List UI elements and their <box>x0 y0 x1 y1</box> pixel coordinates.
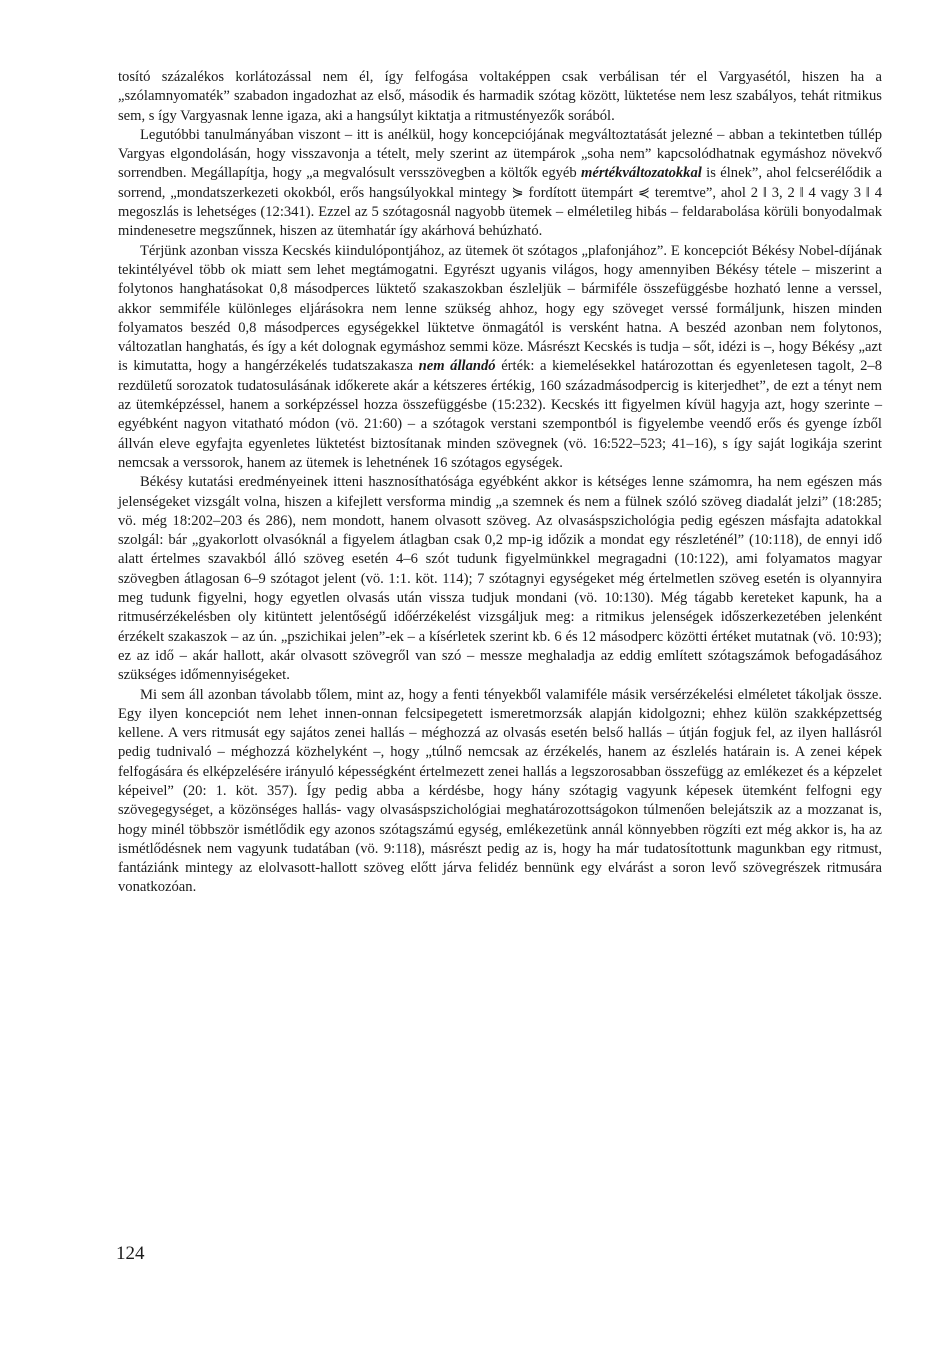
paragraph-2-text-a: Legutóbbi tanulmányában viszont – itt is anélkül, hogy koncepciójának megváltoztatását jelezné – abban a tekintetben túllép Vargyas elgondolásán, hogy visszavonja a tételt, mely szerint az ütempárok „soha nem” kapcsolódhatnak egymáshoz növekvő sorrendben. Megállapítja, hogy „a megvalósult versszövegben a költők egyéb <box>118 126 882 182</box>
paragraph-2 <box>118 126 882 242</box>
paragraph-3-italic: nem állandó <box>418 358 496 375</box>
paragraph-3-text-b: érték: a kiemelésekkel határozottan és egyenletesen tagolt, 2–8 rezdületű sorozatok tudatosulásának időkerete akár a kétszeres értékig, 160 századmásodpercig is kiterjedhet”, de ezt a tényt nem az ütemképzéssel, hanem a sorképzéssel hozza összefüggésbe (15:232). Kecskés itt figyelmen kívül hagyja azt, hogy szerinte – egyébként nagyon vitatható módon (vö. 21:60) – a szótagok verstani szempontból is figyelembe veendő erős és gyenge ízből állván eleve egyfajta egyenletes lüktetést biztosítanak minden szövegnek (vö. 16:522–523; 41–16), s így saját logikája szerint nemcsak a verssorok, hanem az ütemek is lehetnének 16 szótagos egységek. <box>118 358 882 471</box>
paragraph-4 <box>118 473 882 685</box>
body-text <box>118 68 882 898</box>
paragraph-2-italic: mértékváltozatokkal <box>581 165 702 182</box>
paragraph-1 <box>118 68 882 126</box>
paragraph-3 <box>118 242 882 474</box>
page-number: 124 <box>116 1243 145 1264</box>
paragraph-1-text: tosító százalékos korlátozással nem él, így felfogása voltaképpen csak verbálisan tér el Vargyasétól, hiszen ha a „szólamnyomaték” szabadon ingadozhat az első, második és harmadik szótag között, lüktetése nem lesz szabályos, tehát ritmikus sem, s így Vargyasnak lenne igaza, aki a hangsúlyt kiktatja a ritmustényezők sorából. <box>118 69 882 124</box>
paragraph-3-text-a: Térjünk azonban vissza Kecskés kiindulópontjához, az ütemek öt szótagos „plafonjához”. E koncepciót Békésy Nobel-díjának tekintélyével több ok miatt sem lehet megtámogatni. Egyrészt ugyanis világos, hogy amennyiben Békésy tétele – miszerint a folytonos hanghatásokat 0,8 másodperces lüktető szakaszokban észleljük – bármiféle összefüggésbe hozható lenne a verssel, akkor semmiféle különleges eljárásokra nem lenne szükség ahhoz, hogy egy szöveget verssé formáljunk, hiszen minden folyamatos beszéd 0,8 másodperces egységekkel lüktetve önmagától is versként hatna. A beszéd azonban nem folytonos, változatlan hanghatás, és így a két dolognak egymáshoz semmi köze. Másrészt Kecskés is tudja – sőt, idézi is –, hogy Békésy „azt is kimutatta, hogy a hangérzékelés tudatszakasza <box>118 242 882 375</box>
paragraph-5 <box>118 686 882 898</box>
paragraph-5-text: Mi sem áll azonban távolabb tőlem, mint az, hogy a fenti tényekből valamiféle másik versérzékelési elméletet tákoljak össze. Egy ilyen koncepciót nem lehet innen-onnan felcsipegetett ismeretmorzsák alapján kidolgozni; ehhez külön szakképzettség kellene. A vers ritmusát egy sajátos zenei hallás – méghozzá az olvasás esetén belső hallás – útján fogjuk fel, az ilyen hallásról pedig tudnivaló – méghozzá közhelyként –, hogy „túlnő nemcsak az érzékelés, hanem az észlelés határain is. A zenei képek felfogására és elképzelésére irányuló képességként értelmezett zenei hallás a legszorosabban összefügg az emlékezet és a képzelet képeivel” (20: 1. köt. 357). Így pedig abba a kérdésbe, hogy hány szótagig vagyunk képesek ütemként felfogni egy szövegegységet, a közönséges hallás- vagy olvasáspszichológiai meghatározottságokon túlmenően belejátszik az a mozzanat is, hogy minél többször ismétlődik egy azonos szótagszámú egység, emlékezetünk annál könnyebben rögzíti ezt még akkor is, ha az ismétlődésnek nem vagyunk tudatában (vö. 9:118), másrészt pedig az is, hogy ha már tudatosítottunk magunkban egy ritmust, fantáziánk mintegy az elolvasott-hallott szöveg előtt járva felidéz bennünk egy elvárást a soron levő szövegrészek ritmusára vonatkozóan. <box>118 686 882 896</box>
paragraph-4-text: Békésy kutatási eredményeinek itteni hasznosíthatósága egyébként akkor is kétséges lenne számomra, ha nem egészen más jelenségeket vizsgált volna, hiszen a kifejlett versforma mindig „a szemnek és nem a fülnek szóló szöveg diadalát jelzi” (18:285; vö. még 18:202–203 és 286), nem mondott, hanem olvasott szöveg. Az olvasáspszichológia pedig egészen másfajta adatokkal szolgál: bár „gyakorlott olvasóknál a figyelem átlagban csak 0,2 mp-ig időzik a mondat egy részleténél” (10:118), de ennyi idő alatt értelmes szavakból álló szöveg esetén 4–6 szót tudunk figyelmünkkel megragadni (10:122), ami folyamatos magyar szövegben átlagosan 6–9 szótagot jelent (vö. 1:1. köt. 114); 7 szótagnyi egységeket még értelmetlen szöveg esetén is olyannyira meg tudunk figyelni, hogy egyetlen olvasás után vissza tudjuk mondani (vö. 10:130). Még tágabb kereteket kapunk, ha a ritmusérzékelésben oly kitüntett jelentőségű időérzékelést vizsgáljuk meg: a ritmikus jelenségek időszerkezetében jelenként érzékelt szakaszok – az ún. „pszichikai jelen”-ek – a kísérletek szerint kb. 6 és 12 másodperc közötti értéket mutatnak (vö. 10:93); ez az idő – akár hallott, akár olvasott szövegről van szó – messze meghaladja az eddig említett szótagszámok befogadásához szükséges időmennyiségeket. <box>118 474 882 684</box>
paragraph-2-text-b: is élnek”, ahol felcserélődik a sorrend, „mondatszerkezeti okokból, erős hangsúlyokkal mintegy ⋟ fordított ütempárt ⋞ teremtve”, ahol 2 ‖ 3, 2 ‖ 4 vagy 3 ‖ 4 megoszlás is lehetséges (12:341). Ezzel az 5 szótagosnál nagyobb ütemek – elméletileg hibás – feldarabolása körüli bonyodalmak mindenesetre megszűnnek, hiszen az ütemhatár így akárhová behúzható. <box>118 165 882 240</box>
